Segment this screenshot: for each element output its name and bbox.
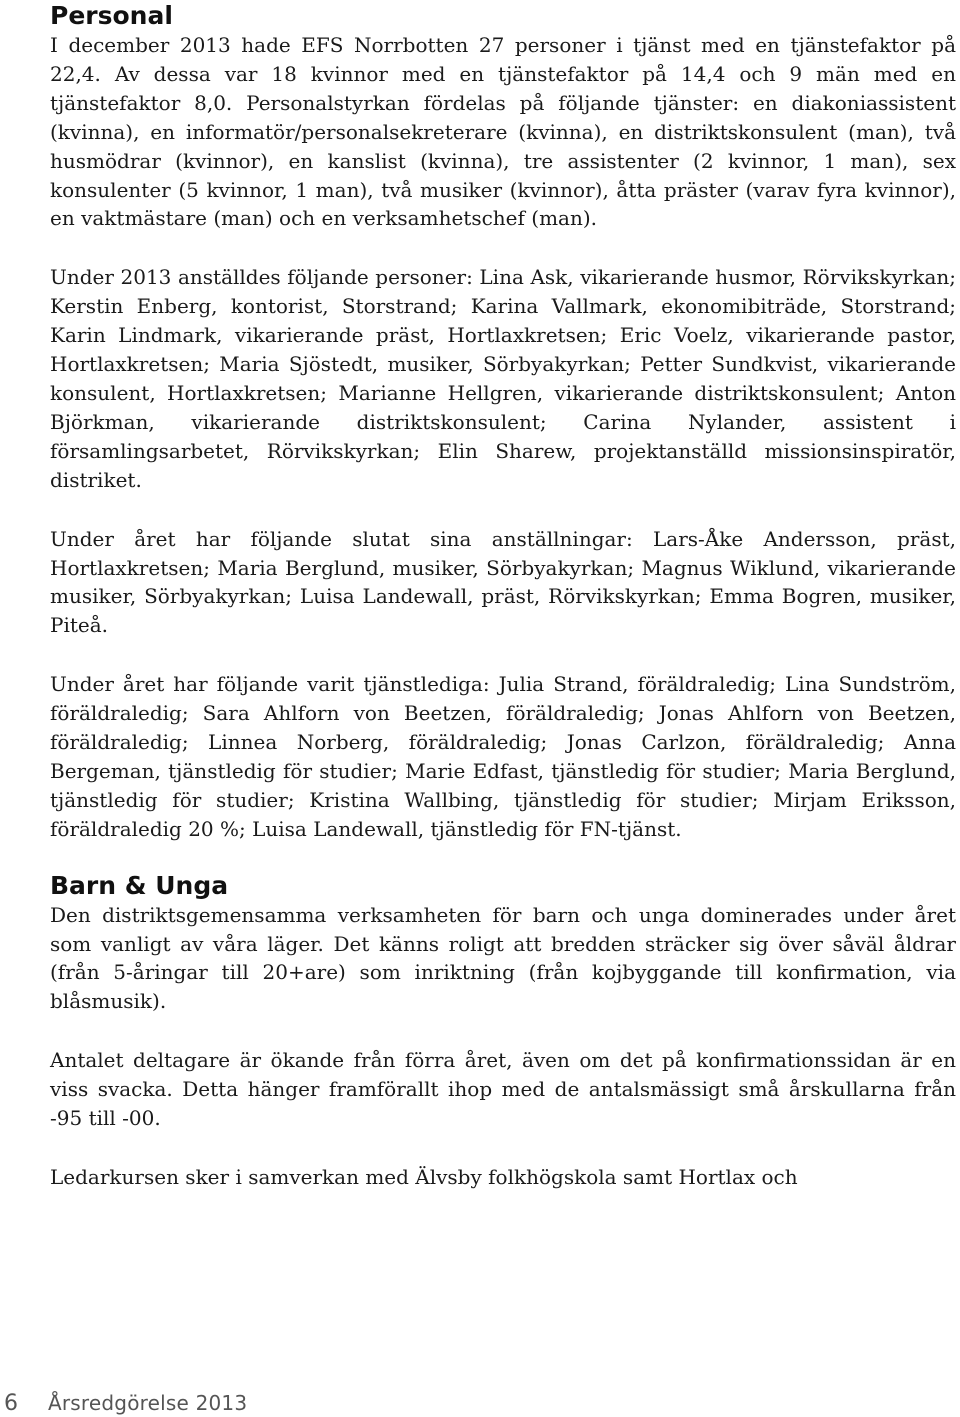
- footer-title: Årsredgörelse 2013: [48, 1391, 248, 1415]
- document-page: [50, 0, 956, 1192]
- page-number: 6: [4, 1390, 18, 1416]
- barn-unga-paragraph-participants: Antalet deltagare är ökande från förra året, även om det på konfirmationssidan är en viss svacka. Detta hänger framförallt ihop med de antalsmässigt små årskullarna från -95 till -00.: [50, 1048, 956, 1131]
- barn-unga-paragraph-camps: Den distriktsgemensamma verksamheten för barn och unga dominerades under året som vanligt av våra läger. Det känns roligt att bredden sträcker sig över såväl åldrar (från 5-åringar till 20+are) som inriktning (från kojbyggande till konfirmation, via blåsmusik).: [50, 902, 956, 1014]
- personal-paragraph-staff: I december 2013 hade EFS Norrbotten 27 personer i tjänst med en tjänstefaktor på 22,4. Av dessa var 18 kvinnor med en tjänstefaktor på 14,4 och 9 män med en tjänstefaktor 8,0. Personalstyrkan fördelas på följande tjänster: en diakoniassistent (kvinna), en informatör/personalsekreterare (kvinna), en distriktskonsulent (man), två husmödrar (kvinnor), en kanslist (kvinna), tre assistenter (2 kvinnor, 1 man), sex konsulenter (5 kvinnor, 1 man), två musiker (kvinnor), åtta präster (varav fyra kvinnor), en vaktmästare (man) och en verksamhetschef (man).: [50, 33, 956, 231]
- personal-paragraph-hired: Under 2013 anställdes följande personer: Lina Ask, vikarierande husmor, Rörvikskyrkan; Kerstin Enberg, kontorist, Storstrand; Karina Vallmark, ekonomibiträde, Storstrand; Karin Lindmark, vikarierande präst, Hortlaxkretsen; Eric Voelz, vikarierande pastor, Hortlaxkretsen; Maria Sjöstedt, musiker, Sörbyakyrkan; Petter Sundkvist, vikarierande konsulent, Hortlaxkretsen; Marianne Hellgren, vikarierande distriktskonsulent; Anton Björkman, vikarierande distriktskonsulent; Carina Nylander, assistent i församlingsarbetet, Rörvikskyrkan; Elin Sharew, projektanställd missionsinspiratör, distriket.: [50, 265, 956, 492]
- section-heading-personal: Personal: [50, 1, 173, 30]
- section-heading-barn-unga: Barn & Unga: [50, 870, 229, 900]
- personal-paragraph-leave: Under året har följande varit tjänstlediga: Julia Strand, föräldraledig; Lina Sundström, föräldraledig; Sara Ahlforn von Beetzen, föräldraledig; Jonas Ahlforn von Beetzen, föräldraledig; Linnea Norberg, föräldraledig; Jonas Carlzon, föräldraledig; Anna Bergeman, tjänstledig för studier; Marie Edfast, tjänstledig för studier; Maria Berglund, tjänstledig för studier; Kristina Wallbing, tjänstledig för studier; Mirjam Eriksson, föräldraledig 20 %; Luisa Landewall, tjänstledig för FN-tjänst.: [50, 672, 956, 841]
- personal-paragraph-left: Under året har följande slutat sina anställningar: Lars-Åke Andersson, präst, Hortlaxkretsen; Maria Berglund, musiker, Sörbyakyrkan; Magnus Wiklund, vikarierande musiker, Sörbyakyrkan; Luisa Landewall, präst, Rörvikskyrkan; Emma Bogren, musiker, Piteå.: [50, 526, 956, 638]
- barn-unga-paragraph-leader-course: Ledarkursen sker i samverkan med Älvsby folkhögskola samt Hortlax och: [50, 1165, 798, 1189]
- page-footer: [4, 1389, 247, 1417]
